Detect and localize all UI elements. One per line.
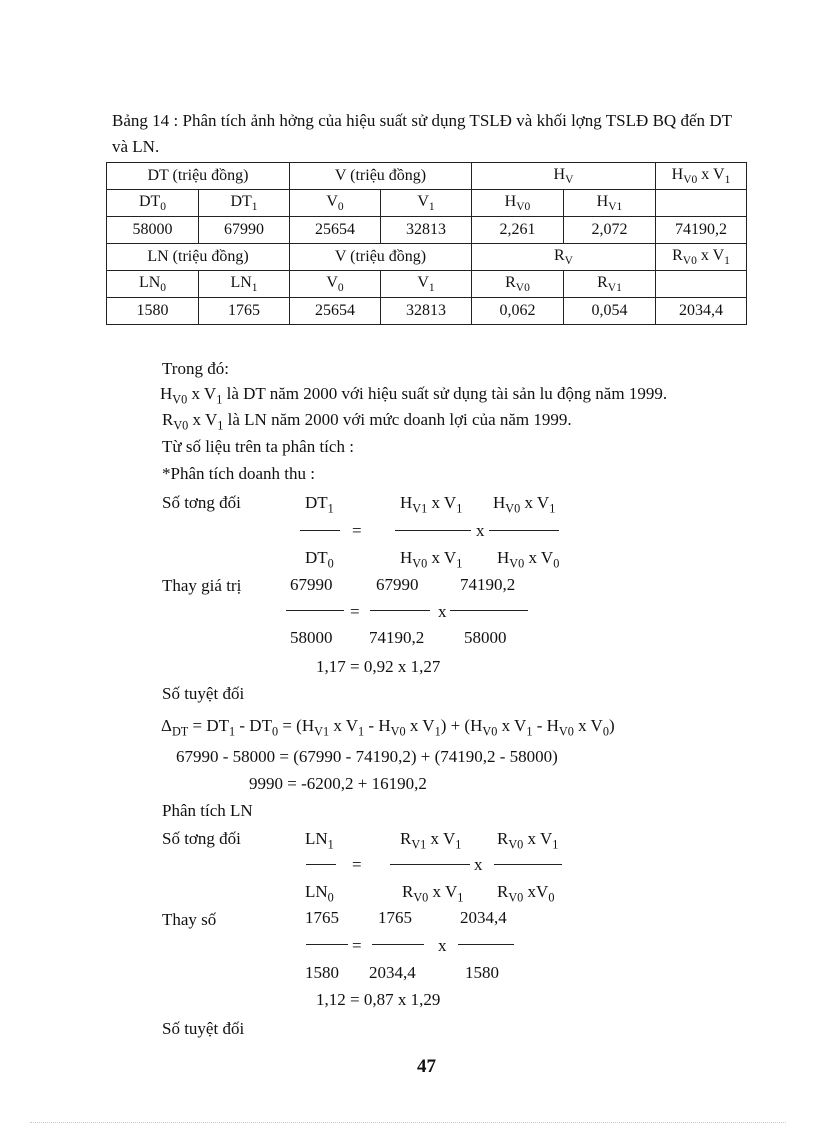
fraction-bar bbox=[372, 944, 424, 945]
table-cell: $V_1$ bbox=[381, 271, 472, 298]
value-numerator: 1765 bbox=[378, 908, 412, 927]
value-denominator: 1580 bbox=[465, 963, 499, 982]
formula-denominator: $DT_0$ bbox=[305, 548, 334, 571]
fraction-bar bbox=[395, 530, 471, 531]
value-denominator: 58000 bbox=[290, 628, 333, 647]
table-cell: $LN_0$ bbox=[107, 271, 199, 298]
table-cell: 25654 bbox=[290, 298, 381, 325]
table-cell: 67990 bbox=[199, 217, 290, 244]
table-cell: $R_{V1}$ bbox=[564, 271, 656, 298]
formula-numerator: $H_{V0}$ x $V_1$ bbox=[493, 493, 556, 516]
ratio-result: 1,17 = 0,92 x 1,27 bbox=[316, 657, 441, 676]
fraction-bar bbox=[458, 944, 514, 945]
equals-sign: = bbox=[352, 855, 362, 874]
analysis-table bbox=[106, 162, 747, 325]
formula-denominator: $H_{V0}$ x $V_1$ bbox=[400, 548, 463, 571]
table-cell: 2034,4 bbox=[656, 298, 747, 325]
value-numerator: 1765 bbox=[305, 908, 339, 927]
table-cell: $R_{V0}$ bbox=[472, 271, 564, 298]
table-cell: $H_{V1}$ bbox=[564, 190, 656, 217]
table-cell: 58000 bbox=[107, 217, 199, 244]
formula-denominator: $H_{V0}$ x $V_0$ bbox=[497, 548, 560, 571]
absolute-label: Số tuyệt đối bbox=[162, 1019, 245, 1038]
equals-sign: = bbox=[350, 602, 360, 621]
formula-numerator: $R_{V0}$ x $V_1$ bbox=[497, 829, 559, 852]
table-cell: 0,054 bbox=[564, 298, 656, 325]
header-cell: DT (triệu đồng) bbox=[107, 163, 290, 190]
header-cell: V (triệu đồng) bbox=[290, 163, 472, 190]
table-row bbox=[107, 190, 747, 217]
value-numerator: 2034,4 bbox=[460, 908, 507, 927]
value-numerator: 67990 bbox=[376, 575, 419, 594]
table-row bbox=[107, 244, 747, 271]
value-denominator: 2034,4 bbox=[369, 963, 416, 982]
section-profit-heading: Phân tích LN bbox=[162, 801, 253, 820]
formula-numerator: $DT_1$ bbox=[305, 493, 334, 516]
equals-sign: = bbox=[352, 521, 362, 540]
table-cell: $V_0$ bbox=[290, 271, 381, 298]
header-cell: LN (triệu đồng) bbox=[107, 244, 290, 271]
times-sign: x bbox=[476, 521, 485, 540]
header-cell: $H_V$ bbox=[472, 163, 656, 190]
value-denominator: 58000 bbox=[464, 628, 507, 647]
table-cell: 1765 bbox=[199, 298, 290, 325]
table-cell: $DT_0$ bbox=[107, 190, 199, 217]
table-cell: 2,072 bbox=[564, 217, 656, 244]
times-sign: x bbox=[438, 936, 447, 955]
value-numerator: 67990 bbox=[290, 575, 333, 594]
fraction-bar bbox=[489, 530, 559, 531]
absolute-label: Số tuyệt đối bbox=[162, 684, 245, 703]
intro-line: Từ số liệu trên ta phân tích : bbox=[162, 437, 354, 456]
fraction-bar bbox=[300, 530, 340, 531]
relative-label: Số tơng đối bbox=[162, 829, 241, 848]
value-denominator: 1580 bbox=[305, 963, 339, 982]
table-row bbox=[107, 271, 747, 298]
header-cell: $R_V$ bbox=[472, 244, 656, 271]
fraction-bar bbox=[370, 610, 430, 611]
table-cell: $V_1$ bbox=[381, 190, 472, 217]
delta-result: 9990 = -6200,2 + 16190,2 bbox=[249, 774, 427, 793]
trong-do-label: Trong đó: bbox=[162, 359, 229, 378]
table-cell: 0,062 bbox=[472, 298, 564, 325]
header-cell: $R_{V0}$ x $V_1$ bbox=[656, 244, 747, 271]
fraction-bar bbox=[306, 864, 336, 865]
substitute-label: Thay giá trị bbox=[162, 576, 242, 595]
equals-sign: = bbox=[352, 936, 362, 955]
formula-denominator: $LN_0$ bbox=[305, 882, 334, 905]
table-cell: $LN_1$ bbox=[199, 271, 290, 298]
substitute-label: Thay số bbox=[162, 910, 217, 929]
header-cell: V (triệu đồng) bbox=[290, 244, 472, 271]
ratio-result: 1,12 = 0,87 x 1,29 bbox=[316, 990, 441, 1009]
table-row bbox=[107, 298, 747, 325]
table-cell: $V_0$ bbox=[290, 190, 381, 217]
header-cell: $H_{V0}$ x $V_1$ bbox=[656, 163, 747, 190]
times-sign: x bbox=[438, 602, 447, 621]
formula-denominator: $R_{V0}$ x $V_1$ bbox=[402, 882, 464, 905]
table-cell: 1580 bbox=[107, 298, 199, 325]
formula-denominator: $R_{V0}$ $xV_0$ bbox=[497, 882, 555, 905]
delta-values: 67990 - 58000 = (67990 - 74190,2) + (74190,2 - 58000) bbox=[176, 747, 558, 766]
table-row bbox=[107, 217, 747, 244]
value-numerator: 74190,2 bbox=[460, 575, 516, 594]
relative-label: Số tơng đối bbox=[162, 493, 241, 512]
fraction-bar bbox=[306, 944, 348, 945]
table-cell: 32813 bbox=[381, 298, 472, 325]
table-cell: 25654 bbox=[290, 217, 381, 244]
formula-numerator: $R_{V1}$ x $V_1$ bbox=[400, 829, 462, 852]
table-cell: $DT_1$ bbox=[199, 190, 290, 217]
section-revenue-heading: *Phân tích doanh thu : bbox=[162, 464, 315, 483]
table-cell bbox=[656, 190, 747, 217]
definition-rv: $R_{V0}$ x $V_1$ là LN năm 2000 với mức doanh lợi của năm 1999. bbox=[162, 410, 572, 433]
table-caption: Bảng 14 : Phân tích ảnh hởng của hiệu suất sử dụng TSLĐ và khối lợng TSLĐ BQ đến DT và LN. bbox=[112, 111, 732, 156]
times-sign: x bbox=[474, 855, 483, 874]
fraction-bar bbox=[390, 864, 470, 865]
formula-numerator: $LN_1$ bbox=[305, 829, 334, 852]
fraction-bar bbox=[286, 610, 344, 611]
definition-hv: $H_{V0}$ x $V_1$ là DT năm 2000 với hiệu suất sử dụng tài sản lu động năm 1999. bbox=[160, 384, 668, 407]
table-cell: 74190,2 bbox=[656, 217, 747, 244]
delta-formula: $\Delta_{DT} = DT_1 - DT_0 = (H_{V1}$ x $V_1 - H_{V0}$ x $V_1) + (H_{V0}$ x $V_1 - H_{V0}$ x $V_0$) bbox=[161, 716, 615, 739]
fraction-bar bbox=[450, 610, 528, 611]
table-row bbox=[107, 163, 747, 190]
table-cell: $H_{V0}$ bbox=[472, 190, 564, 217]
table-cell: 2,261 bbox=[472, 217, 564, 244]
table-cell bbox=[656, 271, 747, 298]
formula-numerator: $H_{V1}$ x $V_1$ bbox=[400, 493, 463, 516]
value-denominator: 74190,2 bbox=[369, 628, 425, 647]
page-number: 47 bbox=[417, 1056, 436, 1077]
fraction-bar bbox=[494, 864, 562, 865]
table-cell: 32813 bbox=[381, 217, 472, 244]
